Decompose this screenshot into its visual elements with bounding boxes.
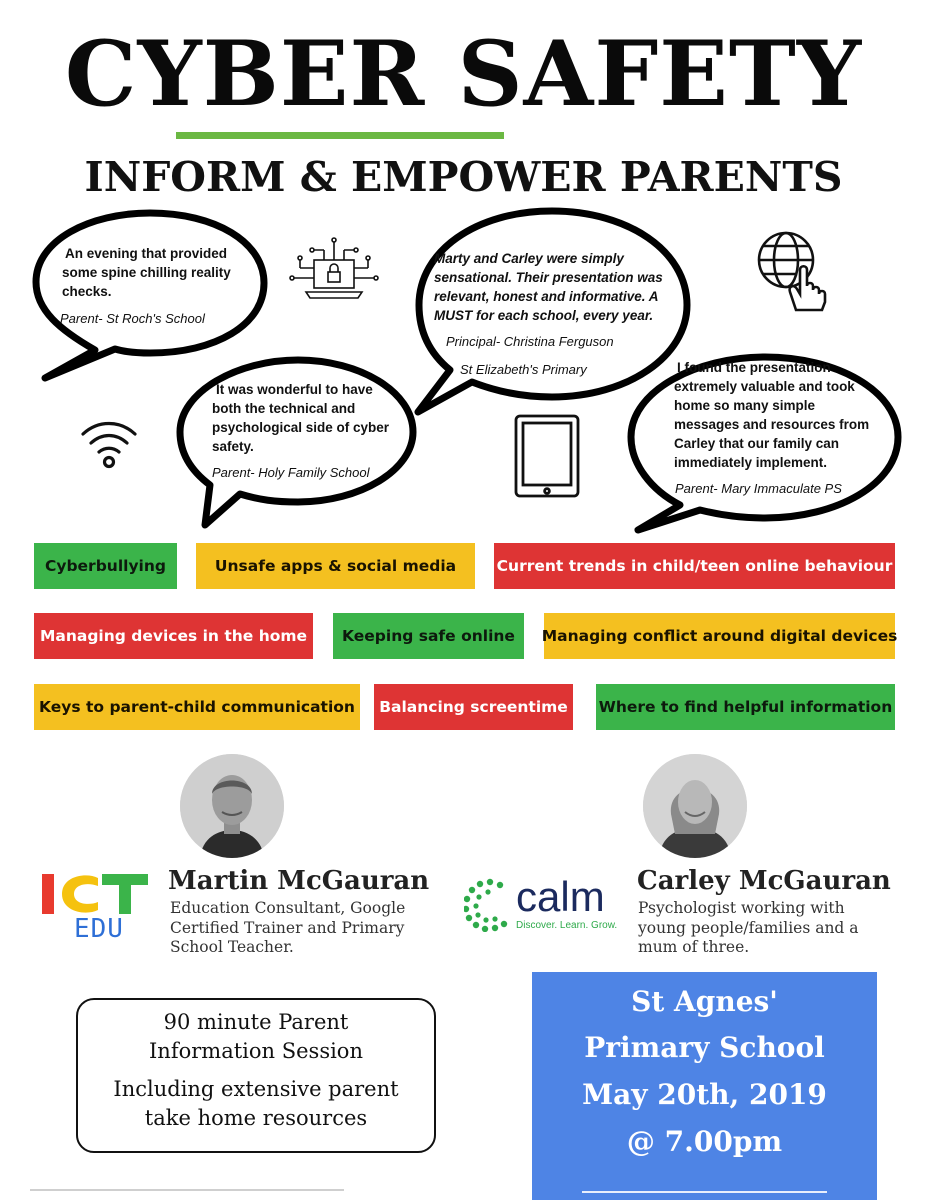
session-line-2: Information Session xyxy=(149,1039,363,1063)
event-footer-rule xyxy=(582,1191,827,1193)
topic-helpful-information: Where to find helpful information xyxy=(596,684,895,730)
topic-unsafe-apps: Unsafe apps & social media xyxy=(196,543,475,589)
presenter-name-carley: Carley McGauran xyxy=(637,866,891,896)
presenter-desc-martin: Education Consultant, Google Certified Trainer and Primary School Teacher. xyxy=(170,899,406,956)
topic-cyberbullying: Cyberbullying xyxy=(34,543,177,589)
event-details-box xyxy=(532,972,877,1200)
event-time: @ 7.00pm xyxy=(626,1125,783,1158)
session-line-1: 90 minute Parent xyxy=(163,1010,349,1034)
ict-edu-sublabel: EDU xyxy=(74,914,124,944)
event-school-line-2: Primary School xyxy=(584,1031,825,1064)
topic-parent-child-communication: Keys to parent-child communication xyxy=(34,684,360,730)
topic-managing-devices: Managing devices in the home xyxy=(34,613,313,659)
presenter-name-martin: Martin McGauran xyxy=(168,866,430,896)
quote-3-source-school: St Elizabeth's Primary xyxy=(460,362,587,377)
poster-title: CYBER SAFETY xyxy=(64,21,863,127)
quote-1: An evening that provided some spine chilling reality checks. xyxy=(62,246,231,299)
calm-wordmark: calm xyxy=(516,873,605,920)
session-line-4: take home resources xyxy=(144,1106,368,1130)
avatar-carley xyxy=(643,754,747,858)
quote-4: I found the presentation extremely valuable and took home so many simple messages and resources from Carley that our family can immediately implement. xyxy=(674,360,870,470)
topic-keeping-safe: Keeping safe online xyxy=(333,613,524,659)
globe-hand-icon xyxy=(756,230,834,312)
topic-current-trends: Current trends in child/teen online behaviour xyxy=(494,543,895,589)
quote-3-source: Principal- Christina Ferguson xyxy=(446,334,614,349)
ict-edu-logo xyxy=(40,868,152,946)
event-date: May 20th, 2019 xyxy=(582,1078,827,1111)
quote-3: Marty and Carley were simply sensational. Their presentation was relevant, honest and informative. A MUST for each school, every year. xyxy=(434,251,663,323)
calm-tagline: Discover. Learn. Grow. xyxy=(516,920,618,931)
wifi-icon xyxy=(80,418,138,470)
presenter-desc-carley: Psychologist working with young people/families and a mum of three. xyxy=(638,899,859,956)
quote-1-source: Parent- St Roch's School xyxy=(60,311,205,326)
avatar-martin xyxy=(180,754,284,858)
quote-4-source: Parent- Mary Immaculate PS xyxy=(675,481,842,496)
poster-subtitle: INFORM & EMPOWER PARENTS xyxy=(84,153,843,201)
session-line-3: Including extensive parent xyxy=(113,1077,399,1101)
topic-managing-conflict: Managing conflict around digital devices xyxy=(544,613,895,659)
session-info-box xyxy=(76,998,436,1153)
footer-rule xyxy=(30,1189,344,1191)
tablet-icon xyxy=(514,414,580,498)
quote-2: It was wonderful to have both the technical and psychological side of cyber safety. xyxy=(212,382,390,454)
calm-logo xyxy=(464,873,618,934)
quote-2-source: Parent- Holy Family School xyxy=(212,465,370,480)
topic-balancing-screentime: Balancing screentime xyxy=(374,684,573,730)
laptop-circuit-lock-icon xyxy=(284,236,384,308)
event-school-line-1: St Agnes' xyxy=(631,985,778,1018)
